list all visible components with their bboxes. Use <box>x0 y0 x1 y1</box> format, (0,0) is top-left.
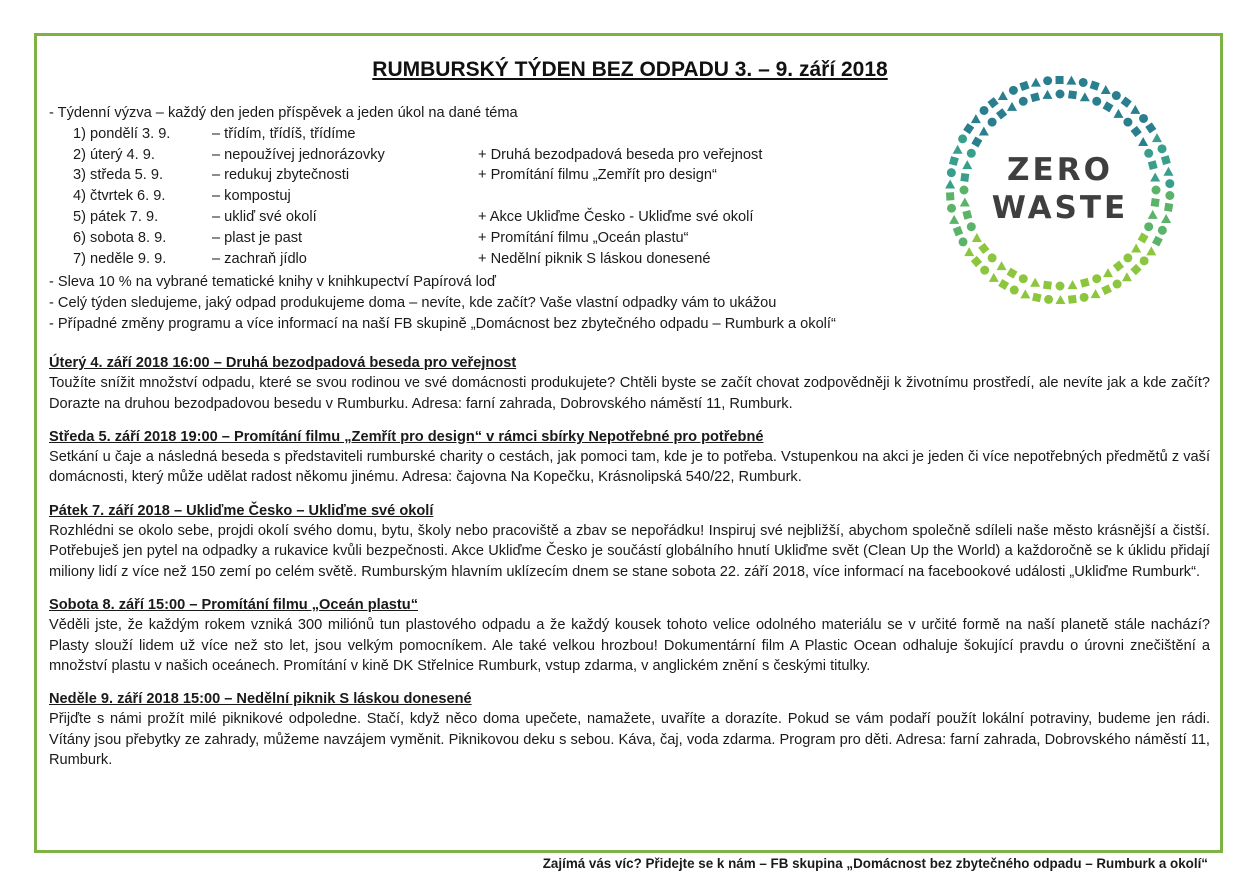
challenge-task: – ukliď své okolí <box>212 208 317 225</box>
logo-ring-mark <box>1138 137 1148 146</box>
logo-ring-mark <box>1007 102 1017 111</box>
logo-ring-mark <box>962 210 972 220</box>
logo-ring-mark <box>1043 76 1052 85</box>
logo-ring-mark <box>1161 214 1171 223</box>
logo-ring-mark <box>1030 278 1040 287</box>
logo-ring-mark <box>1080 92 1090 101</box>
logo-ring-mark <box>987 97 998 108</box>
logo-ring-mark <box>971 256 982 267</box>
logo-ring-mark <box>1113 280 1122 289</box>
logo-ring-mark <box>1161 155 1171 165</box>
logo-ring-mark <box>1043 281 1052 290</box>
logo-ring-mark <box>953 145 963 154</box>
logo-ring-mark <box>988 253 997 262</box>
event-heading: Středa 5. září 2018 19:00 – Promítání filmu „Zemřít pro design“ v rámci sbírky Nepotřebné pro potřebné <box>49 428 764 445</box>
logo-ring-mark <box>1068 295 1077 304</box>
logo-ring-mark <box>1152 186 1161 195</box>
logo-ring-mark <box>947 168 956 177</box>
event-block <box>49 595 1210 676</box>
logo-ring-mark <box>1068 280 1078 289</box>
logo-ring-mark <box>1131 126 1142 137</box>
challenge-day: 7) neděle 9. 9. <box>73 250 167 267</box>
logo-ring-mark <box>1123 118 1132 127</box>
logo-ring-mark <box>1080 278 1090 288</box>
event-body: Přijďte s námi prožít milé piknikové odpoledne. Stačí, když něco doma upečete, namažete, uvaříte a dorazíte. Pokud se vám podaří použít lokální potraviny, budeme jen rádi. Vítány jsou přebytky ze zahrady, můžeme navzájem vyměnit. Piknikovou deku s sebou. Káva, čaj, voda zdarma. Program pro děti. Adresa: farní zahrada, Dobrovského náměstí 11, Rumburk. <box>49 711 1210 769</box>
logo-ring-mark <box>1101 85 1111 94</box>
logo-ring-mark <box>1066 76 1076 85</box>
logo-ring-mark <box>1091 289 1101 298</box>
logo-ring-mark <box>960 198 970 207</box>
challenge-task: – redukuj zbytečnosti <box>212 167 350 184</box>
logo-ring-mark <box>1009 86 1018 95</box>
logo-ring-mark <box>1056 282 1065 291</box>
logo-ring-mark <box>1007 268 1018 279</box>
logo-ring-mark <box>1165 191 1174 200</box>
logo-ring-mark <box>1158 144 1167 153</box>
zero-waste-logo <box>938 68 1182 312</box>
challenge-day-row <box>49 165 762 186</box>
logo-ring-mark <box>1080 293 1089 302</box>
logo-ring-mark <box>972 233 982 242</box>
logo-ring-mark <box>1148 160 1158 170</box>
weekly-challenge <box>49 103 762 269</box>
event-heading: Pátek 7. září 2018 – Ukliďme Česko – Ukliďme své okolí <box>49 502 434 519</box>
logo-ring-mark <box>1010 286 1019 295</box>
challenge-event: + Promítání filmu „Zemřít pro design“ <box>478 167 717 184</box>
event-block <box>49 353 1210 414</box>
challenge-day: 1) pondělí 3. 9. <box>73 125 171 142</box>
challenge-lead: - Týdenní výzva – každý den jeden příspěvek a jeden úkol na dané téma <box>49 105 518 121</box>
logo-ring-mark <box>980 106 989 115</box>
logo-ring-mark <box>1068 90 1077 99</box>
logo-ring-mark <box>1032 293 1042 303</box>
logo-ring-mark <box>980 266 989 275</box>
logo-ring-mark <box>1019 274 1028 283</box>
logo-ring-mark <box>989 273 999 282</box>
logo-line-2: WASTE <box>991 190 1129 226</box>
logo-ring-mark <box>963 123 974 134</box>
event-heading: Neděle 9. září 2018 15:00 – Nedělní piknik S láskou donesené <box>49 691 472 708</box>
challenge-day-row <box>49 249 762 270</box>
logo-ring-mark <box>949 156 959 166</box>
logo-ring-mark <box>996 108 1007 119</box>
challenge-day: 4) čtvrtek 6. 9. <box>73 188 166 205</box>
logo-ring-mark <box>1139 114 1148 123</box>
logo-ring-mark <box>1138 233 1149 244</box>
logo-ring-mark <box>960 186 969 195</box>
logo-ring-mark <box>959 237 968 246</box>
challenge-task: – nepoužívej jednorázovky <box>212 146 385 163</box>
logo-ring-mark <box>1165 179 1174 188</box>
logo-ring-mark <box>1113 261 1124 272</box>
event-heading: Úterý 4. září 2018 16:00 – Druhá bezodpadová beseda pro veřejnost <box>49 355 517 371</box>
logo-ring-mark <box>958 134 967 143</box>
logo-ring-mark <box>953 226 963 236</box>
logo-ring-mark <box>1103 101 1114 112</box>
notes-list <box>49 272 836 334</box>
logo-ring-mark <box>1044 295 1053 304</box>
logo-ring-mark <box>1130 264 1141 275</box>
event-heading: Sobota 8. září 15:00 – Promítání filmu „Oceán plastu“ <box>49 596 418 613</box>
logo-ring-mark <box>1146 246 1156 255</box>
note-item: - Celý týden sledujeme, jaký odpad produkujeme doma – nevíte, kde začít? Vaše vlastní odpadky vám to ukážou <box>49 294 777 311</box>
logo-ring-mark <box>1055 295 1065 304</box>
logo-ring-mark <box>1158 226 1167 235</box>
note-item: - Případné změny programu a více informací na naší FB skupině „Domácnost bez zbytečného odpadu – Rumburk a okolí“ <box>49 315 836 332</box>
logo-ring-mark <box>947 204 956 213</box>
event-body: Věděli jste, že každým rokem vzniká 300 miliónů tun plastového odpadu a že každý kousek tohoto velice odolného materiálu se v určité formě na naší planetě stále nachází? Plasty slouží lidem už více než sto let, jsou velkým pomocníkem. Ale také velkou hrozbou! Dokumentární film A Plastic Ocean odhaluje šokující pravdu o úrovni znečištění a množství plastu v našich oceánech. Promítání v kině DK Střelnice Rumburk, vstup zdarma, v anglickém znění s českými titulky. <box>49 617 1210 674</box>
logo-ring-mark <box>1056 90 1065 99</box>
challenge-days <box>49 124 762 270</box>
challenge-event: + Akce Ukliďme Česko - Ukliďme své okolí <box>478 208 754 225</box>
logo-ring-mark <box>964 247 974 256</box>
logo-ring-mark <box>967 222 976 231</box>
logo-ring-mark <box>949 215 959 224</box>
logo-ring-mark <box>1092 97 1101 106</box>
logo-ring-mark <box>971 137 982 148</box>
logo-ring-mark <box>1164 203 1173 212</box>
events-section <box>49 353 1210 783</box>
logo-ring-mark <box>1150 172 1160 181</box>
logo-ring-mark <box>962 160 972 169</box>
logo-ring-mark <box>1145 122 1156 133</box>
logo-ring-mark <box>967 149 976 158</box>
challenge-task: – plast je past <box>212 229 303 246</box>
logo-ring-mark <box>1112 91 1121 100</box>
logo-ring-mark <box>998 91 1008 100</box>
logo-ring-mark <box>1020 289 1030 298</box>
logo-ring-mark <box>1152 236 1163 247</box>
logo-ring-mark <box>1131 243 1141 252</box>
challenge-task: – kompostuj <box>212 188 291 205</box>
logo-ring-mark <box>1103 268 1113 277</box>
challenge-day: 3) středa 5. 9. <box>73 167 164 184</box>
page-title: RUMBURSKÝ TÝDEN BEZ ODPADU 3. – 9. září 2018 <box>372 58 888 81</box>
challenge-task: – zachraň jídlo <box>212 250 307 267</box>
logo-ring-mark <box>1092 274 1101 283</box>
logo-line-1: ZERO <box>1007 152 1113 188</box>
challenge-event: + Promítání filmu „Oceán plastu“ <box>478 229 689 246</box>
challenge-day-row <box>49 228 762 249</box>
note-item: - Sleva 10 % na vybrané tematické knihy v knihkupectví Papírová loď <box>49 274 497 290</box>
logo-ring-mark <box>1019 97 1028 106</box>
zero-waste-ring-icon <box>938 68 1182 312</box>
logo-ring-mark <box>1152 133 1162 142</box>
logo-ring-mark <box>1031 78 1041 87</box>
event-block <box>49 501 1210 582</box>
footer-note: Zajímá vás víc? Přidejte se k nám – FB skupina „Domácnost bez zbytečného odpadu – Rumburk a okolí“ <box>542 856 1208 871</box>
logo-ring-mark <box>1101 284 1112 295</box>
challenge-day: 2) úterý 4. 9. <box>73 146 155 163</box>
logo-ring-mark <box>1056 76 1064 84</box>
challenge-day: 5) pátek 7. 9. <box>73 208 159 225</box>
challenge-event: + Nedělní piknik S láskou donesené <box>478 250 711 267</box>
challenge-day-row <box>49 207 762 228</box>
logo-ring-mark <box>997 261 1007 270</box>
event-block <box>49 427 1210 488</box>
logo-ring-mark <box>1151 198 1160 207</box>
logo-ring-mark <box>1130 105 1140 114</box>
logo-ring-mark <box>945 180 955 189</box>
challenge-day-row <box>49 186 762 207</box>
challenge-day-row <box>49 145 762 166</box>
logo-ring-mark <box>1144 149 1153 158</box>
logo-ring-mark <box>1122 272 1132 281</box>
logo-ring-mark <box>960 173 969 182</box>
challenge-event: + Druhá bezodpadová beseda pro veřejnost <box>478 146 763 163</box>
logo-ring-mark <box>1140 256 1149 265</box>
logo-ring-mark <box>988 118 997 127</box>
event-body: Setkání u čaje a následná beseda s představiteli rumburské charity o cestách, jak pomoci tam, kde je to potřeba. Vstupenkou na akci je jeden či více nepotřebných předmětů z vaší domácnosti, který může udělat radost někomu jinému. Adresa: čajovna Na Kopečku, Krásnolipská 540/22, Rumburk. <box>49 449 1210 486</box>
logo-ring-mark <box>978 243 989 254</box>
logo-ring-mark <box>1042 90 1052 99</box>
logo-ring-mark <box>1148 210 1158 219</box>
event-body: Rozhlédni se okolo sebe, projdi okolí svého domu, bytu, školy nebo pracoviště a zbav se nepořádku! Inspiruj své nejbližší, abychom společně sdíleli naše město krásnější a čistší. Potřebuješ jen pytel na odpadky a rukavice kvůli bezpečnosti. Akce Ukliďme Česko je součástí globálního hnutí Ukliďme svět (Clean Up the World) a každoročně se k úklidu přidají miliony lidí z více než 150 zemí po celém světě. Rumburským hlavním uklízecím dnem se stane sobota 22. září 2018, více informací na facebookové události „Ukliďme Rumburk“. <box>49 523 1210 580</box>
logo-ring-mark <box>979 127 989 136</box>
event-block <box>49 689 1210 770</box>
logo-ring-mark <box>1144 222 1153 231</box>
logo-ring-mark <box>1079 78 1088 87</box>
logo-ring-mark <box>1121 97 1132 108</box>
logo-ring-mark <box>1113 109 1123 118</box>
challenge-day-row <box>49 124 762 145</box>
challenge-day: 6) sobota 8. 9. <box>73 229 167 246</box>
event-body: Toužíte snížit množství odpadu, které se svou rodinou ve své domácnosti produkujete? Chtěli byste se začít chovat zodpovědněji k životnímu prostředí, ale nevíte jak a kde začít? Dorazte na druhou bezodpadovou besedu v Rumburku. Adresa: farní zahrada, Dobrovského náměstí 11, Rumburk. <box>49 375 1210 412</box>
logo-ring-mark <box>1123 253 1132 262</box>
logo-ring-mark <box>1019 81 1029 91</box>
logo-ring-mark <box>1090 81 1100 91</box>
challenge-task: – třídím, třídíš, třídíme <box>212 125 356 142</box>
logo-ring-mark <box>1030 92 1040 102</box>
logo-ring-mark <box>1163 167 1173 176</box>
logo-ring-mark <box>946 192 954 200</box>
logo-ring-mark <box>971 114 981 123</box>
logo-ring-mark <box>998 279 1009 290</box>
